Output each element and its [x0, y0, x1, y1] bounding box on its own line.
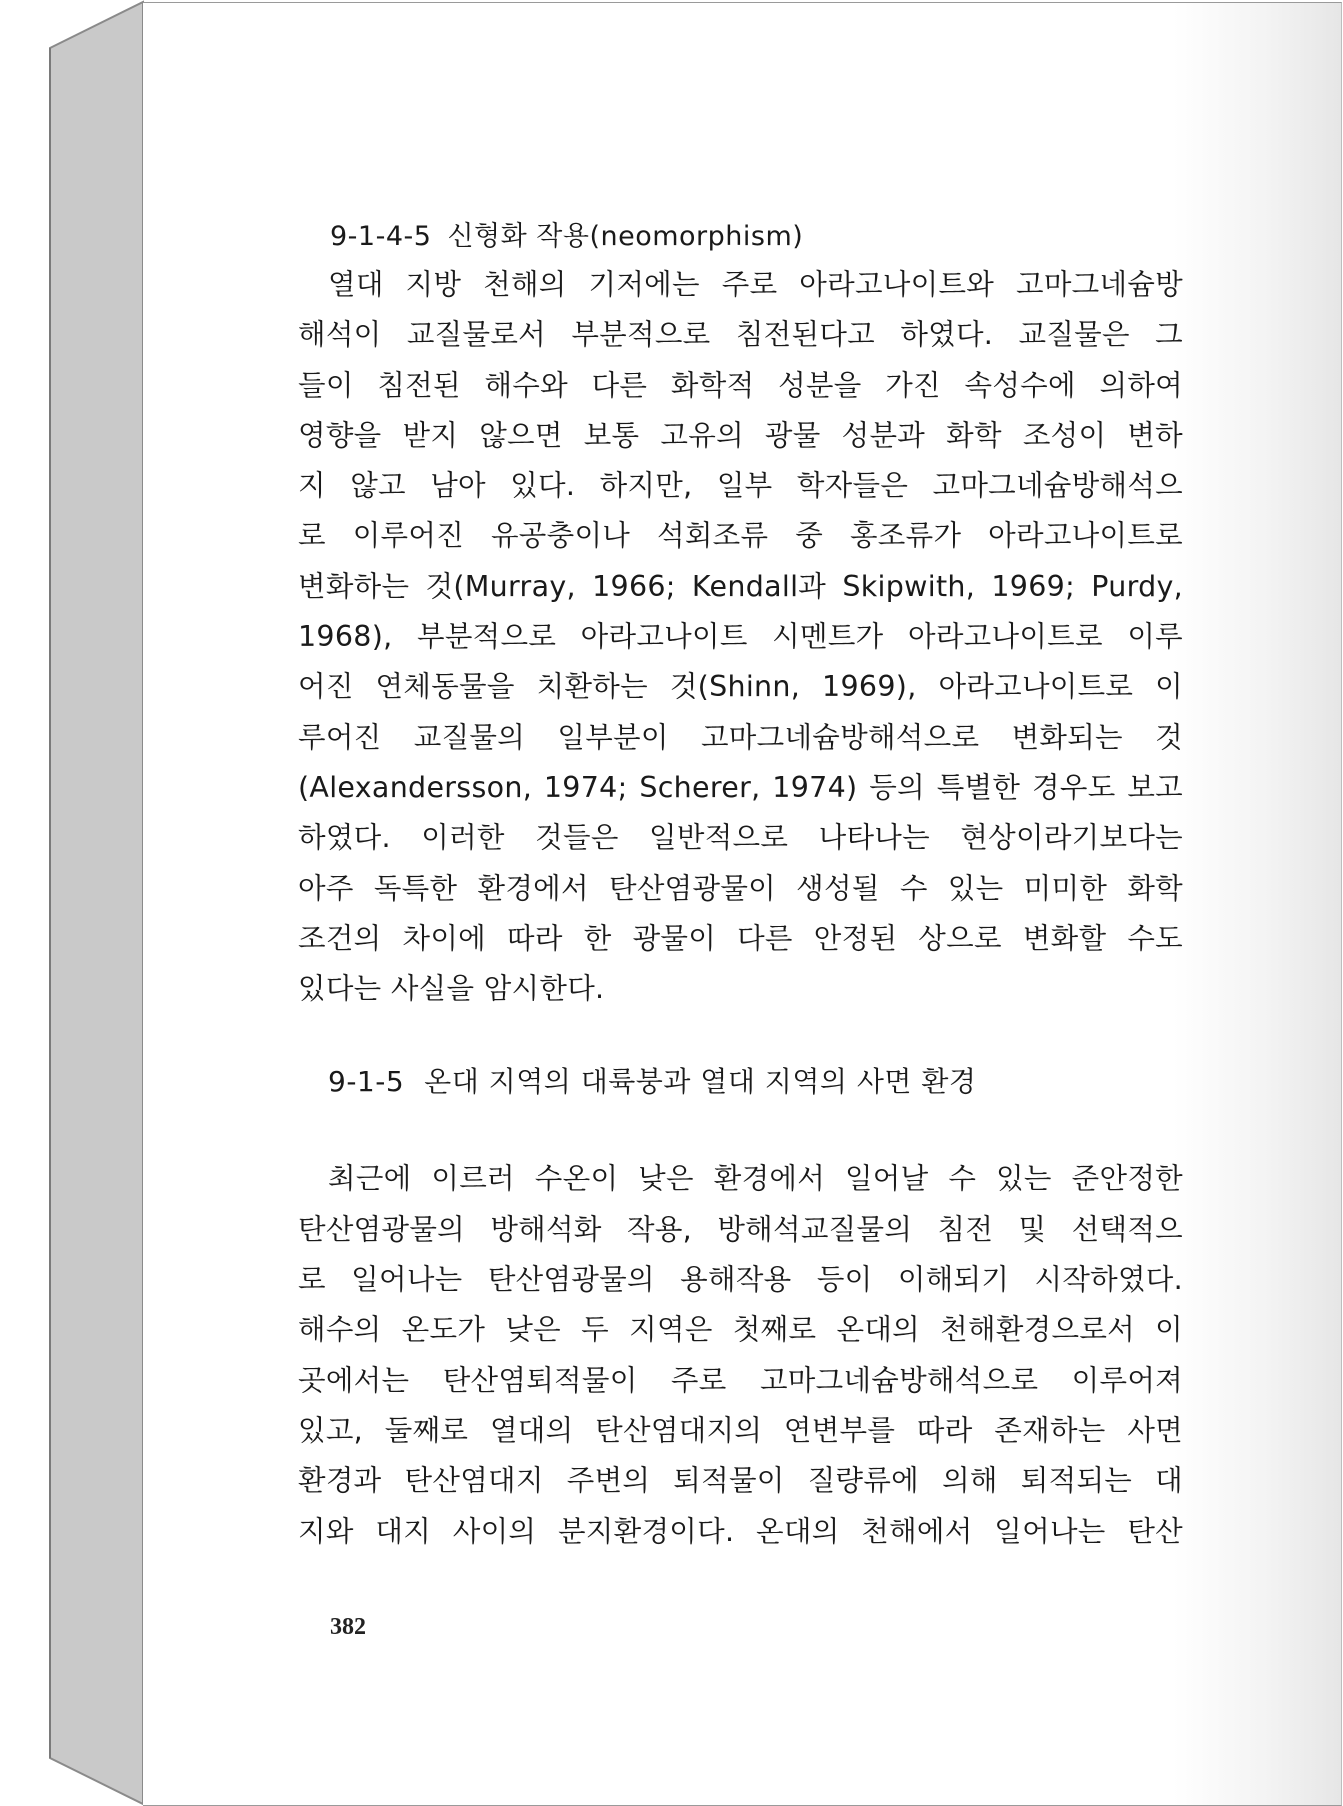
page-number: 382: [330, 1614, 366, 1640]
text-line: 하였다. 이러한 것들은 일반적으로 나타나는 현상이라기보다는: [298, 821, 1183, 855]
paragraph-neomorphism: [298, 260, 1183, 1014]
text-line: 지 않고 남아 있다. 하지만, 일부 학자들은 고마그네슘방해석으: [298, 469, 1183, 503]
text-line: 지와 대지 사이의 분지환경이다. 온대의 천해에서 일어나는 탄산: [298, 1514, 1183, 1548]
section-heading-neomorphism: [330, 218, 1183, 256]
text-line: 조건의 차이에 따라 한 광물이 다른 안정된 상으로 변화할 수도: [298, 921, 1183, 955]
section-heading-shelf-slope: [328, 1062, 1183, 1102]
text-line: 로 일어나는 탄산염광물의 용해작용 등이 이해되기 시작하였다.: [298, 1263, 1183, 1297]
text-line: 들이 침전된 해수와 다른 화학적 성분을 가진 속성수에 의하여: [298, 368, 1183, 402]
paragraph-shelf-slope: [298, 1154, 1183, 1556]
text-line: 해석이 교질물로서 부분적으로 침전된다고 하였다. 교질물은 그: [298, 318, 1183, 352]
text-line: 루어진 교질물의 일부분이 고마그네슘방해석으로 변화되는 것: [298, 720, 1183, 754]
text-line: 탄산염광물의 방해석화 작용, 방해석교질물의 침전 및 선택적으: [298, 1212, 1183, 1246]
text-line: 최근에 이르러 수온이 낮은 환경에서 일어날 수 있는 준안정한: [328, 1162, 1183, 1196]
text-line: 영향을 받지 않으면 보통 고유의 광물 성분과 화학 조성이 변하: [298, 418, 1183, 452]
section-number: 9-1-4-5: [330, 221, 432, 252]
text-line: 열대 지방 천해의 기저에는 주로 아라고나이트와 고마그네슘방: [328, 268, 1183, 301]
section-number: 9-1-5: [328, 1065, 405, 1099]
text-line: 있고, 둘째로 열대의 탄산염대지의 연변부를 따라 존재하는 사면: [298, 1413, 1183, 1447]
section-title: 신형화 작용(neomorphism): [447, 221, 804, 252]
text-line: (Alexandersson, 1974; Scherer, 1974) 등의 특별한 경우도 보고: [298, 770, 1183, 804]
text-line: 환경과 탄산염대지 주변의 퇴적물이 질량류에 의해 퇴적되는 대: [298, 1464, 1183, 1498]
text-line: 로 이루어진 유공충이나 석회조류 중 홍조류가 아라고나이트로: [298, 519, 1183, 553]
text-line: 1968), 부분적으로 아라고나이트 시멘트가 아라고나이트로 이루: [298, 620, 1183, 654]
text-line: 어진 연체동물을 치환하는 것(Shinn, 1969), 아라고나이트로 이: [298, 670, 1183, 704]
text-line: 변화하는 것(Murray, 1966; Kendall과 Skipwith, 1969; Purdy,: [298, 569, 1183, 603]
page-content: [298, 218, 1183, 1557]
text-line: 곳에서는 탄산염퇴적물이 주로 고마그네슘방해석으로 이루어져: [298, 1363, 1183, 1397]
section-title: 온대 지역의 대륙붕과 열대 지역의 사면 환경: [424, 1065, 977, 1099]
text-line: 있다는 사실을 암시한다.: [298, 972, 605, 1006]
text-line: 아주 독특한 환경에서 탄산염광물이 생성될 수 있는 미미한 화학: [298, 871, 1183, 905]
text-line: 해수의 온도가 낮은 두 지역은 첫째로 온대의 천해환경으로서 이: [298, 1313, 1183, 1347]
